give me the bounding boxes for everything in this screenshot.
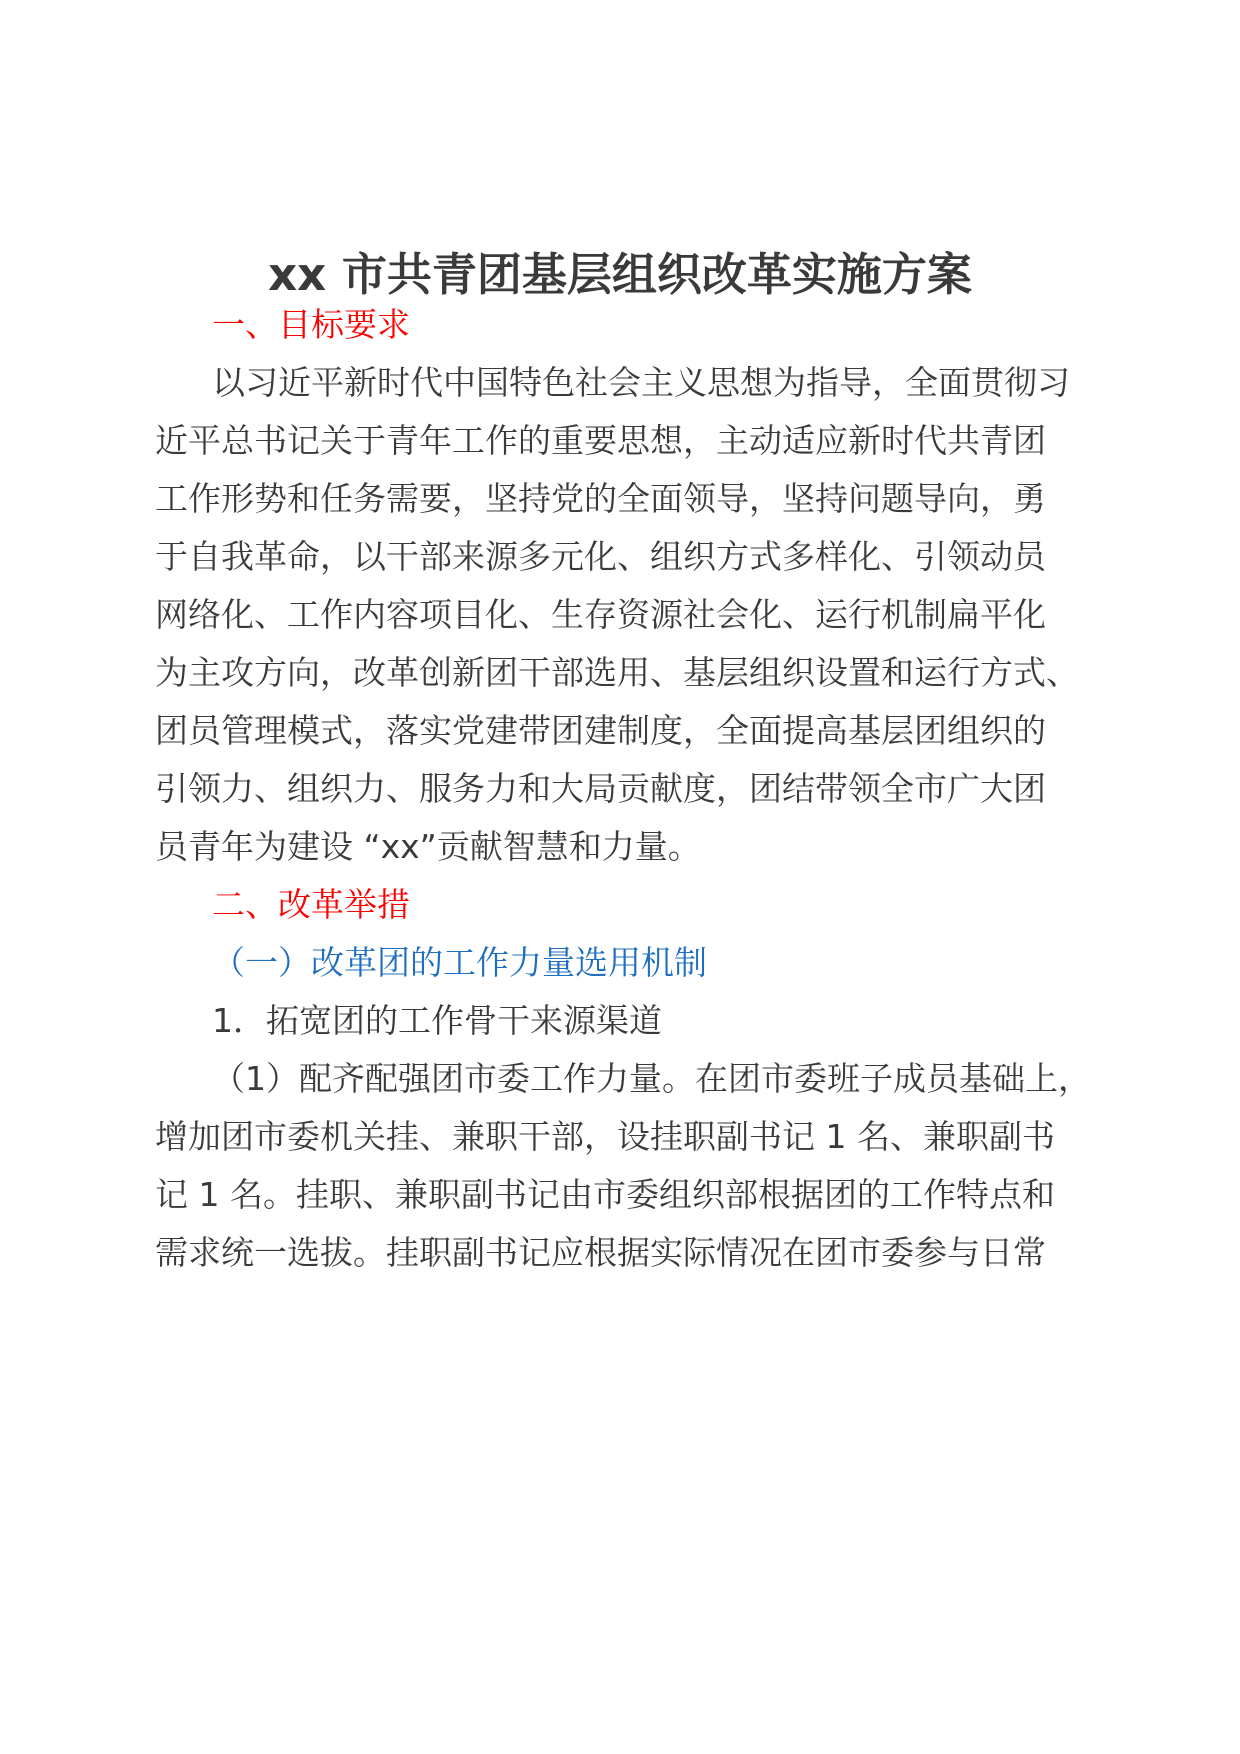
paragraph-line: 工作形势和任务需要，坚持党的全面领导，坚持问题导向，勇 (155, 479, 1046, 518)
section-heading-goals: 一、目标要求 (212, 305, 410, 344)
paragraph-line: 增加团市委机关挂、兼职干部，设挂职副书记 1 名、兼职副书 (155, 1117, 1055, 1156)
subsection-heading: （一）改革团的工作力量选用机制 (212, 943, 707, 982)
paragraph-line: 为主攻方向，改革创新团干部选用、基层组织设置和运行方式、 (155, 653, 1079, 692)
paragraph-line: 以习近平新时代中国特色社会主义思想为指导，全面贯彻习 (212, 363, 1070, 402)
paragraph-line: 团员管理模式，落实党建带团建制度，全面提高基层团组织的 (155, 711, 1046, 750)
item-heading: 1．拓宽团的工作骨干来源渠道 (212, 1001, 662, 1040)
document-title: xx 市共青团基层组织改革实施方案 (268, 248, 972, 301)
paragraph-line: 需求统一选拔。挂职副书记应根据实际情况在团市委参与日常 (155, 1233, 1046, 1272)
paragraph-line: 网络化、工作内容项目化、生存资源社会化、运行机制扁平化 (155, 595, 1046, 634)
paragraph-line: （1）配齐配强团市委工作力量。在团市委班子成员基础上， (212, 1059, 1091, 1098)
paragraph-line: 于自我革命，以干部来源多元化、组织方式多样化、引领动员 (155, 537, 1046, 576)
section-heading-reform-measures: 二、改革举措 (212, 885, 410, 924)
paragraph-line: 记 1 名。挂职、兼职副书记由市委组织部根据团的工作特点和 (155, 1175, 1055, 1214)
paragraph-line: 员青年为建设 “xx”贡献智慧和力量。 (155, 827, 701, 866)
paragraph-line: 引领力、组织力、服务力和大局贡献度，团结带领全市广大团 (155, 769, 1046, 808)
paragraph-line: 近平总书记关于青年工作的重要思想，主动适应新时代共青团 (155, 421, 1046, 460)
